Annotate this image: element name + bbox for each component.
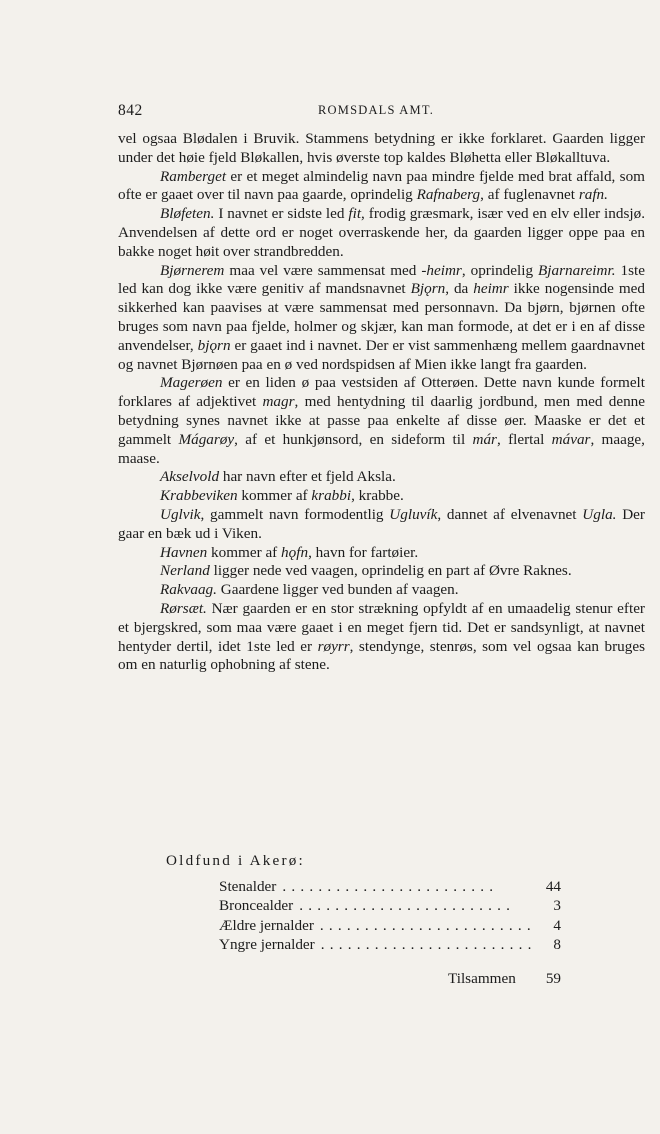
row-value: 44 bbox=[545, 878, 561, 895]
page-number: 842 bbox=[118, 102, 143, 119]
dot-leader: ........................ bbox=[320, 935, 537, 953]
oldfund-total bbox=[448, 970, 561, 988]
table-row bbox=[219, 878, 561, 897]
paragraph: Havnen kommer af hǫfn, havn for fartøier. bbox=[160, 543, 419, 561]
paragraph: vel ogsaa Blødalen i Bruvik. Stammens betydning er ikke forklaret. Gaarden ligger under det høie fjeld Bløkallen, hvis øverste top kaldes Bløhetta eller Bløkalltuva. bbox=[118, 130, 645, 166]
running-title: ROMSDALS AMT. bbox=[318, 103, 435, 117]
row-value: 4 bbox=[553, 916, 561, 934]
paragraph: Nerland ligger nede ved vaagen, oprindelig en part af Øvre Raknes. bbox=[160, 562, 572, 580]
row-value: 3 bbox=[553, 897, 561, 915]
paragraph: Krabbeviken kommer af krabbi, krabbe. bbox=[160, 487, 404, 505]
paragraph: Bløfeten. I navnet er sidste led fit, frodig græsmark, især ved en elv eller indsjø. Anvendelsen af dette ord er noget overraskende her, da gaarden ligger oppe paa en bakke noget høit over strandbredden. bbox=[118, 205, 645, 260]
dot-leader: ........................ bbox=[319, 916, 536, 934]
table-row bbox=[219, 936, 561, 955]
body-text bbox=[118, 130, 645, 675]
paragraph: Uglvik, gammelt navn formodentlig Ugluvík, dannet af elvenavnet Ugla. Der gaar en bæk ud i Viken. bbox=[118, 505, 645, 542]
paragraph: Rørsæt. Nær gaarden er en stor strækning opfyldt af en umaadelig stenur efter et bjergskred, som maa være gaaet i en meget fjern tid. Det er sandsynligt, at navnet hentyder dertil, idet 1ste led er røyrr, stendynge, stenrøs, som vel ogsaa kan bruges om en naturlig ophobning af stene. bbox=[118, 599, 645, 674]
oldfund-table bbox=[219, 878, 561, 955]
table-row bbox=[219, 897, 561, 916]
row-value: 8 bbox=[553, 935, 561, 953]
oldfund-heading: Oldfund i Akerø: bbox=[166, 852, 305, 869]
paragraph: Bjørnerem maa vel være sammensat med -heimr, oprindelig Bjarnareimr. 1ste led kan dog ikke være genitiv af mandsnavnet Bjǫrn, da heimr ikke nogensinde med sikkerhed kan paavises at være sammensat med personnavn. Da bjørn, bjørnen ofte bruges som navn paa fjelde, holmer og skjær, kan man formode, at det er i en af disse anvendelser, bjǫrn er gaaet ind i navnet. Der er vist sammenhæng mellem gaardnavnet og navnet Bjørnøen paa en ø ved nordspidsen af Mien ikke langt fra gaarden. bbox=[118, 261, 646, 373]
table-row bbox=[219, 917, 561, 936]
row-label: Ældre jernalder bbox=[219, 916, 314, 934]
page-header bbox=[118, 102, 648, 124]
dot-leader: ........................ bbox=[282, 878, 499, 895]
row-label: Stenalder bbox=[219, 878, 277, 895]
paragraph: Magerøen er en liden ø paa vestsiden af Otterøen. Dette navn kunde formelt forklares af adjektivet magr, med hentydning til daarlig jordbund, men med denne betydning synes navnet ikke at passe paa enkelte af disse øer. Maaske er det et gammelt Mágarøy, af et hunkjønsord, en sideform til már, flertal mávar, maage, maase. bbox=[118, 374, 645, 467]
paragraph: Rakvaag. Gaardene ligger ved bunden af vaagen. bbox=[160, 581, 459, 599]
row-label: Broncealder bbox=[219, 897, 294, 915]
total-label: Tilsammen bbox=[448, 970, 516, 987]
paragraph: Ramberget er et meget almindelig navn paa mindre fjelde med brat affald, som ofte er gaaet over til navn paa gaarde, oprindelig Rafnaberg, af fuglenavnet rafn. bbox=[118, 167, 645, 204]
row-label: Yngre jernalder bbox=[219, 935, 315, 953]
total-value: 59 bbox=[545, 970, 561, 987]
paragraph: Akselvold har navn efter et fjeld Aksla. bbox=[160, 468, 396, 486]
dot-leader: ........................ bbox=[299, 897, 516, 915]
